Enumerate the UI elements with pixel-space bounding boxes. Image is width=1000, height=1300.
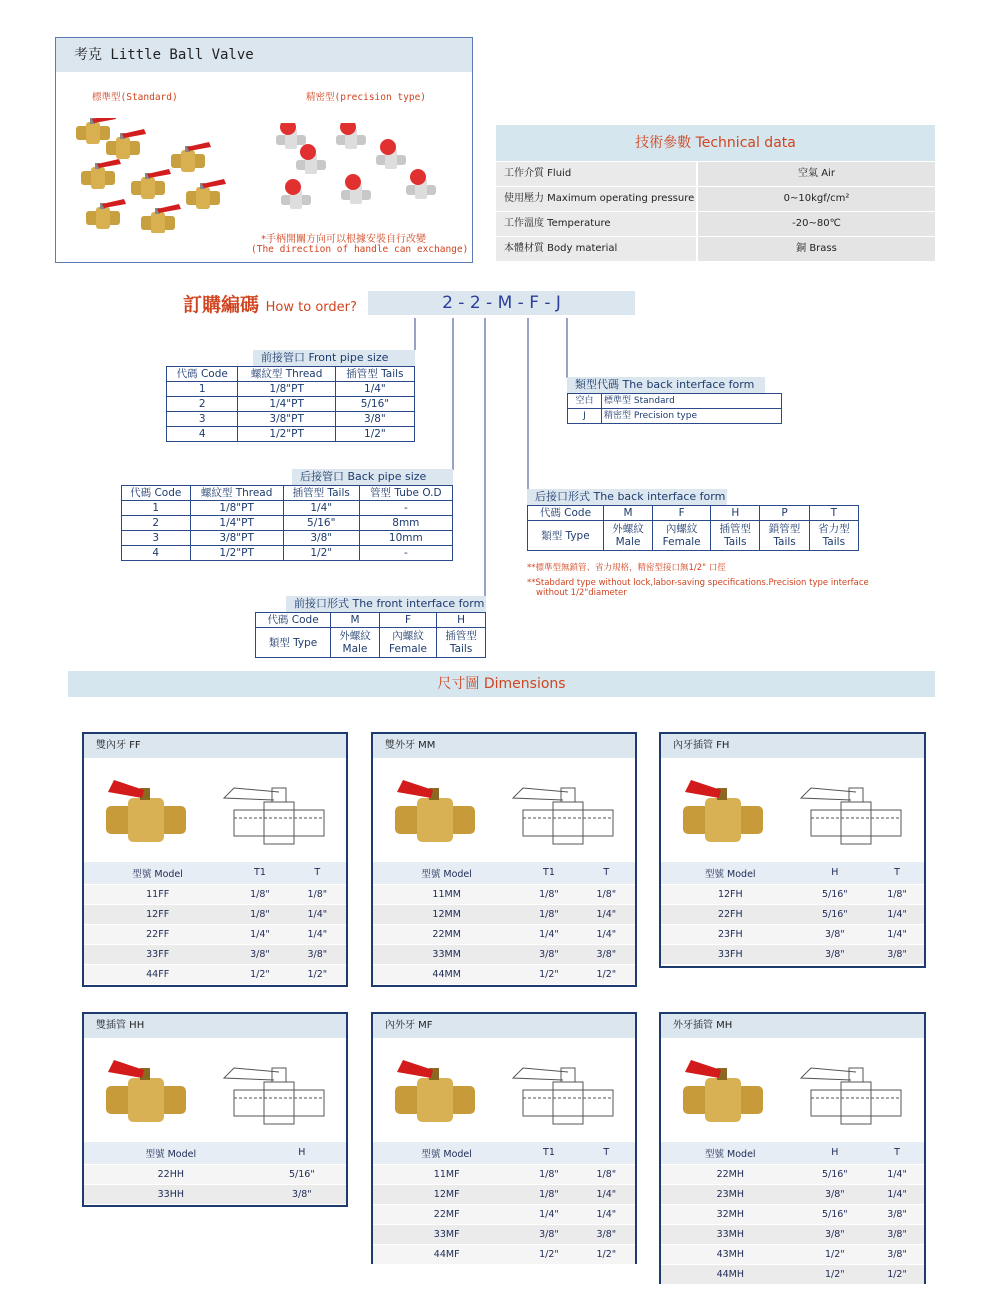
panel-cell: 1/4" <box>231 924 288 944</box>
table-cell: 4 <box>167 427 238 442</box>
panel-cell: 1/8" <box>870 884 924 904</box>
table-header-cell: 插管型 Tails <box>335 367 414 382</box>
form-type-cell <box>809 521 858 551</box>
valve-photo-and-drawing <box>84 758 346 862</box>
panel-header-cell: T <box>289 862 346 884</box>
panel-header-cell: H <box>258 1142 346 1164</box>
panel-cell: 1/8" <box>520 884 577 904</box>
valve-photo <box>395 780 475 842</box>
panel-header-cell: T1 <box>520 862 577 884</box>
valve-drawing <box>801 788 901 844</box>
valve-photo-and-drawing <box>661 1038 924 1142</box>
form-code-cell: F <box>379 613 436 628</box>
panel-header-cell: T1 <box>520 1142 577 1164</box>
panel-cell: 32MH <box>661 1204 800 1224</box>
panel-header-cell: 型號 Model <box>373 1142 520 1164</box>
form-type-label: 類型 Type <box>528 521 604 551</box>
table-row <box>122 531 453 546</box>
valve-drawing <box>513 788 613 844</box>
table-header-cell: 管型 Tube O.D <box>359 486 452 501</box>
table-header-cell: 代碼 Code <box>167 367 238 382</box>
panel-row <box>373 964 635 984</box>
panel-cell: 1/2" <box>870 1264 924 1284</box>
panel-cell: 44MH <box>661 1264 800 1284</box>
panel-row <box>373 944 635 964</box>
type-code-desc: 標準型 Standard <box>602 394 782 409</box>
valve-drawing <box>801 1068 901 1124</box>
form-code-cell: F <box>653 506 711 521</box>
form-type-row <box>256 628 486 658</box>
panel-cell: 3/8" <box>870 1224 924 1244</box>
panel-row <box>373 904 635 924</box>
table-cell: 1/4"PT <box>190 516 283 531</box>
panel-header-row <box>84 862 346 884</box>
panel-row <box>373 1244 635 1264</box>
form-type-row <box>528 521 859 551</box>
standard-label: 標準型(Standard) <box>92 92 178 103</box>
panel-cell: 22FH <box>661 904 800 924</box>
panel-cell: 5/16" <box>258 1164 346 1184</box>
back-form-note-cn: **標準型無鎖管、省力規格，精密型接口無1/2" 口徑 <box>527 563 726 573</box>
form-type-en: Male <box>342 642 368 655</box>
panel-header-cell: 型號 Model <box>661 862 800 884</box>
form-type-en: Tails <box>724 535 747 548</box>
form-type-cn: 內螺紋 <box>665 522 698 535</box>
form-type-en: Tails <box>773 535 796 548</box>
dimension-panel <box>659 732 926 968</box>
panel-cell: 44MM <box>373 964 520 984</box>
panel-cell: 1/2" <box>520 1244 577 1264</box>
form-type-cell <box>603 521 652 551</box>
form-type-en: Female <box>662 535 701 548</box>
panel-row <box>84 1184 346 1204</box>
panel-cell: 3/8" <box>578 944 635 964</box>
panel-row <box>373 884 635 904</box>
table-cell: 1 <box>167 382 238 397</box>
table-cell: 1 <box>122 501 191 516</box>
valve-photo-and-drawing <box>373 1038 635 1142</box>
table-cell: 10mm <box>359 531 452 546</box>
form-type-cn: 鎖管型 <box>768 522 801 535</box>
table-cell: 1/2" <box>283 546 359 561</box>
panel-cell: 44FF <box>84 964 231 984</box>
panel-cell: 1/4" <box>520 1204 577 1224</box>
table-row <box>122 501 453 516</box>
form-code-label: 代碼 Code <box>528 506 604 521</box>
handle-note-en: (The direction of handle can exchange) <box>251 244 469 255</box>
panel-cell: 11MF <box>373 1164 520 1184</box>
panel-header-cell: T <box>578 862 635 884</box>
valve-photo <box>683 1060 763 1122</box>
panel-row <box>373 1204 635 1224</box>
panel-table <box>661 1142 924 1285</box>
order-code: 2 - 2 - M - F - J <box>368 291 635 315</box>
panel-cell: 1/4" <box>289 904 346 924</box>
table-cell: 5/16" <box>335 397 414 412</box>
panel-cell: 23FH <box>661 924 800 944</box>
panel-header-cell: 型號 Model <box>84 1142 258 1164</box>
valve-photo-and-drawing <box>373 758 635 862</box>
panel-header-cell: 型號 Model <box>84 862 231 884</box>
panel-cell: 3/8" <box>578 1224 635 1244</box>
panel-cell: 1/2" <box>800 1264 870 1284</box>
form-code-row <box>256 613 486 628</box>
panel-row <box>661 1184 924 1204</box>
table-cell: 1/8"PT <box>238 382 335 397</box>
panel-cell: 1/4" <box>578 1184 635 1204</box>
panel-row <box>84 944 346 964</box>
form-type-cn: 省力型 <box>818 522 850 535</box>
panel-cell: 44MF <box>373 1244 520 1264</box>
panel-cell: 11FF <box>84 884 231 904</box>
table-row <box>167 412 415 427</box>
panel-header-row <box>373 1142 635 1164</box>
panel-cell: 1/4" <box>578 904 635 924</box>
form-type-cn: 內螺紋 <box>392 629 424 642</box>
panel-header-cell: T <box>578 1142 635 1164</box>
back-pipe-section <box>121 469 453 561</box>
table-cell: - <box>359 501 452 516</box>
panel-title: 雙外牙 MM <box>373 734 635 758</box>
table-header-cell: 代碼 Code <box>122 486 191 501</box>
panel-header-row <box>84 1142 346 1164</box>
panel-title: 雙內牙 FF <box>84 734 346 758</box>
valve-drawing <box>224 788 324 844</box>
panel-cell: 1/2" <box>578 1244 635 1264</box>
panel-header-cell: T1 <box>231 862 288 884</box>
panel-cell: 3/8" <box>520 1224 577 1244</box>
type-code-row <box>568 394 782 409</box>
panel-cell: 1/2" <box>520 964 577 984</box>
table-header-row <box>167 367 415 382</box>
intro-title: 考克 Little Ball Valve <box>56 38 472 72</box>
panel-table <box>84 1142 346 1205</box>
panel-cell: 3/8" <box>870 944 924 964</box>
form-code-cell: H <box>437 613 486 628</box>
dimension-panel <box>82 732 348 987</box>
panel-header-cell: T <box>870 1142 924 1164</box>
table-cell: 1/4" <box>283 501 359 516</box>
table-cell: - <box>359 546 452 561</box>
panel-cell: 1/4" <box>870 1164 924 1184</box>
panel-header-row <box>661 1142 924 1164</box>
panel-row <box>661 944 924 964</box>
panel-cell: 33MM <box>373 944 520 964</box>
panel-cell: 33HH <box>84 1184 258 1204</box>
panel-cell: 22MH <box>661 1164 800 1184</box>
panel-cell: 3/8" <box>289 944 346 964</box>
tech-label: 工作溫度 Temperature <box>496 212 696 236</box>
tech-label: 本體材質 Body material <box>496 237 696 261</box>
front-form-table <box>255 612 486 658</box>
table-cell: 3 <box>167 412 238 427</box>
panel-cell: 1/4" <box>578 1204 635 1224</box>
panel-cell: 1/4" <box>870 904 924 924</box>
table-cell: 2 <box>122 516 191 531</box>
panel-row <box>661 1204 924 1224</box>
panel-cell: 3/8" <box>258 1184 346 1204</box>
form-code-cell: H <box>711 506 760 521</box>
front-pipe-table <box>166 366 415 442</box>
panel-cell: 3/8" <box>520 944 577 964</box>
dimension-panel <box>371 1012 637 1264</box>
tech-label: 使用壓力 Maximum operating pressure <box>496 187 696 211</box>
panel-cell: 12FH <box>661 884 800 904</box>
panel-header-cell: 型號 Model <box>373 862 520 884</box>
table-cell: 1/2"PT <box>190 546 283 561</box>
valve-photo <box>395 1060 475 1122</box>
panel-header-cell: H <box>800 862 870 884</box>
panel-cell: 3/8" <box>800 924 870 944</box>
form-type-en: Tails <box>822 535 846 548</box>
panel-row <box>661 1224 924 1244</box>
panel-row <box>661 1264 924 1284</box>
panel-header-cell: 型號 Model <box>661 1142 800 1164</box>
panel-row <box>373 1164 635 1184</box>
table-cell: 1/4" <box>335 382 414 397</box>
dimension-panel <box>82 1012 348 1207</box>
panel-cell: 3/8" <box>870 1244 924 1264</box>
panel-cell: 3/8" <box>870 1204 924 1224</box>
type-code-desc: 精密型 Precision type <box>602 409 782 424</box>
table-header-cell: 插管型 Tails <box>283 486 359 501</box>
valve-photo-and-drawing <box>661 758 924 862</box>
table-cell: 3/8"PT <box>238 412 335 427</box>
form-type-cell <box>437 628 486 658</box>
front-pipe-section <box>166 350 415 442</box>
front-form-section <box>255 596 486 658</box>
panel-cell: 1/8" <box>520 1184 577 1204</box>
panel-cell: 33MF <box>373 1224 520 1244</box>
panel-title: 內外牙 MF <box>373 1014 635 1038</box>
panel-cell: 5/16" <box>800 1204 870 1224</box>
form-code-label: 代碼 Code <box>256 613 331 628</box>
front-form-title: 前接口形式 The front interface form <box>286 596 486 612</box>
tech-label: 工作介質 Fluid <box>496 162 696 186</box>
panel-row <box>84 1164 346 1184</box>
panel-row <box>661 1244 924 1264</box>
panel-cell: 1/2" <box>800 1244 870 1264</box>
panel-cell: 1/2" <box>289 964 346 984</box>
form-type-cn: 外螺紋 <box>612 522 644 535</box>
table-row <box>167 427 415 442</box>
panel-cell: 3/8" <box>800 1184 870 1204</box>
table-row <box>122 546 453 561</box>
order-label: 訂購編碼 How to order? <box>183 294 357 316</box>
panel-cell: 1/8" <box>231 904 288 924</box>
table-cell: 1/2" <box>335 427 414 442</box>
back-form-note-en: **Stabdard type without lock,labor-saving specifications.Precision type interface <box>527 578 869 588</box>
panel-row <box>373 924 635 944</box>
panel-row <box>661 884 924 904</box>
panel-table <box>84 862 346 985</box>
panel-header-cell: H <box>800 1142 870 1164</box>
table-row <box>167 397 415 412</box>
panel-cell: 22MF <box>373 1204 520 1224</box>
panel-header-cell: T <box>870 862 924 884</box>
valve-photo-and-drawing <box>84 1038 346 1142</box>
panel-table <box>661 862 924 965</box>
panel-cell: 1/2" <box>578 964 635 984</box>
form-type-cell <box>379 628 436 658</box>
panel-title: 外牙插管 MH <box>661 1014 924 1038</box>
table-cell: 3/8" <box>283 531 359 546</box>
type-code-key: J <box>568 409 602 424</box>
panel-cell: 5/16" <box>800 904 870 924</box>
panel-cell: 1/8" <box>520 904 577 924</box>
type-code-title: 類型代碼 The back interface form <box>567 377 765 393</box>
panel-cell: 22MM <box>373 924 520 944</box>
table-row <box>167 382 415 397</box>
table-cell: 1/2"PT <box>238 427 335 442</box>
tech-value: 銅 Brass <box>698 237 935 261</box>
form-code-cell: T <box>809 506 858 521</box>
panel-cell: 1/8" <box>289 884 346 904</box>
panel-cell: 33FH <box>661 944 800 964</box>
panel-cell: 12MM <box>373 904 520 924</box>
valve-photo <box>106 780 186 842</box>
table-header-row <box>122 486 453 501</box>
table-cell: 5/16" <box>283 516 359 531</box>
panel-cell: 22HH <box>84 1164 258 1184</box>
table-cell: 2 <box>167 397 238 412</box>
form-code-cell: M <box>603 506 652 521</box>
panel-row <box>661 1164 924 1184</box>
table-row <box>122 516 453 531</box>
valve-photo <box>106 1060 186 1122</box>
panel-cell: 3/8" <box>800 1224 870 1244</box>
panel-cell: 43MH <box>661 1244 800 1264</box>
panel-cell: 1/4" <box>578 924 635 944</box>
panel-cell: 1/8" <box>578 884 635 904</box>
table-header-cell: 螺紋型 Thread <box>238 367 335 382</box>
panel-cell: 1/4" <box>520 924 577 944</box>
form-type-cn: 插管型 <box>445 629 477 642</box>
panel-cell: 5/16" <box>800 1164 870 1184</box>
valve-photo <box>683 780 763 842</box>
table-cell: 1/4"PT <box>238 397 335 412</box>
back-pipe-table <box>121 485 453 561</box>
panel-cell: 33FF <box>84 944 231 964</box>
panel-cell: 12MF <box>373 1184 520 1204</box>
back-form-title: 后接口形式 The back interface form <box>527 489 727 505</box>
tech-value: 空氣 Air <box>698 162 935 186</box>
tech-value: 0~10kgf/cm² <box>698 187 935 211</box>
panel-cell: 33MH <box>661 1224 800 1244</box>
table-header-cell: 螺紋型 Thread <box>190 486 283 501</box>
panel-header-row <box>373 862 635 884</box>
type-code-table <box>567 393 782 424</box>
panel-cell: 1/8" <box>231 884 288 904</box>
dimension-panel <box>659 1012 926 1284</box>
form-type-cell <box>653 521 711 551</box>
form-type-en: Tails <box>449 642 473 655</box>
panel-row <box>661 904 924 924</box>
type-code-row <box>568 409 782 424</box>
form-type-cell <box>711 521 760 551</box>
panel-row <box>84 884 346 904</box>
valve-drawing <box>513 1068 613 1124</box>
panel-title: 內牙插管 FH <box>661 734 924 758</box>
form-type-cn: 外螺紋 <box>339 629 371 642</box>
panel-row <box>373 1184 635 1204</box>
table-cell: 4 <box>122 546 191 561</box>
precision-label: 精密型(precision type) <box>306 92 427 103</box>
panel-cell: 22FF <box>84 924 231 944</box>
panel-cell: 11MM <box>373 884 520 904</box>
panel-cell: 1/2" <box>231 964 288 984</box>
back-pipe-title: 后接管口 Back pipe size <box>292 469 453 485</box>
form-type-en: Male <box>615 535 641 548</box>
type-code-section <box>567 377 782 424</box>
back-form-section <box>527 489 869 598</box>
front-pipe-title: 前接管口 Front pipe size <box>253 350 415 366</box>
panel-cell: 1/4" <box>870 1184 924 1204</box>
panel-cell: 1/4" <box>289 924 346 944</box>
panel-cell: 1/8" <box>578 1164 635 1184</box>
table-cell: 3 <box>122 531 191 546</box>
panel-cell: 1/4" <box>870 924 924 944</box>
panel-row <box>661 924 924 944</box>
table-cell: 3/8" <box>335 412 414 427</box>
panel-row <box>84 924 346 944</box>
back-form-table <box>527 505 859 551</box>
dimensions-bar: 尺寸圖 Dimensions <box>68 671 935 697</box>
panel-cell: 23MH <box>661 1184 800 1204</box>
dimension-panel <box>371 732 637 987</box>
form-code-cell: P <box>760 506 809 521</box>
panel-cell: 3/8" <box>231 944 288 964</box>
panel-cell: 12FF <box>84 904 231 924</box>
table-cell: 1/8"PT <box>190 501 283 516</box>
tech-title: 技術參數 Technical data <box>496 125 935 161</box>
panel-header-row <box>661 862 924 884</box>
tech-value: -20~80℃ <box>698 212 935 236</box>
panel-cell: 1/8" <box>520 1164 577 1184</box>
panel-table <box>373 862 635 985</box>
panel-cell: 5/16" <box>800 884 870 904</box>
form-type-cell <box>760 521 809 551</box>
panel-row <box>373 1224 635 1244</box>
panel-row <box>84 964 346 984</box>
panel-table <box>373 1142 635 1265</box>
form-code-row <box>528 506 859 521</box>
panel-row <box>84 904 346 924</box>
table-cell: 3/8"PT <box>190 531 283 546</box>
form-type-label: 類型 Type <box>256 628 331 658</box>
type-code-key: 空白 <box>568 394 602 409</box>
form-type-cell <box>331 628 380 658</box>
valve-drawing <box>224 1068 324 1124</box>
form-type-cn: 插管型 <box>719 522 752 535</box>
table-cell: 8mm <box>359 516 452 531</box>
handle-note-cn: *手柄開關方向可以根據安裝自行改變 <box>261 234 426 245</box>
panel-title: 雙插管 HH <box>84 1014 346 1038</box>
back-form-note-en2: without 1/2"diameter <box>536 588 627 598</box>
panel-cell: 3/8" <box>800 944 870 964</box>
form-type-en: Female <box>389 642 428 655</box>
form-code-cell: M <box>331 613 380 628</box>
